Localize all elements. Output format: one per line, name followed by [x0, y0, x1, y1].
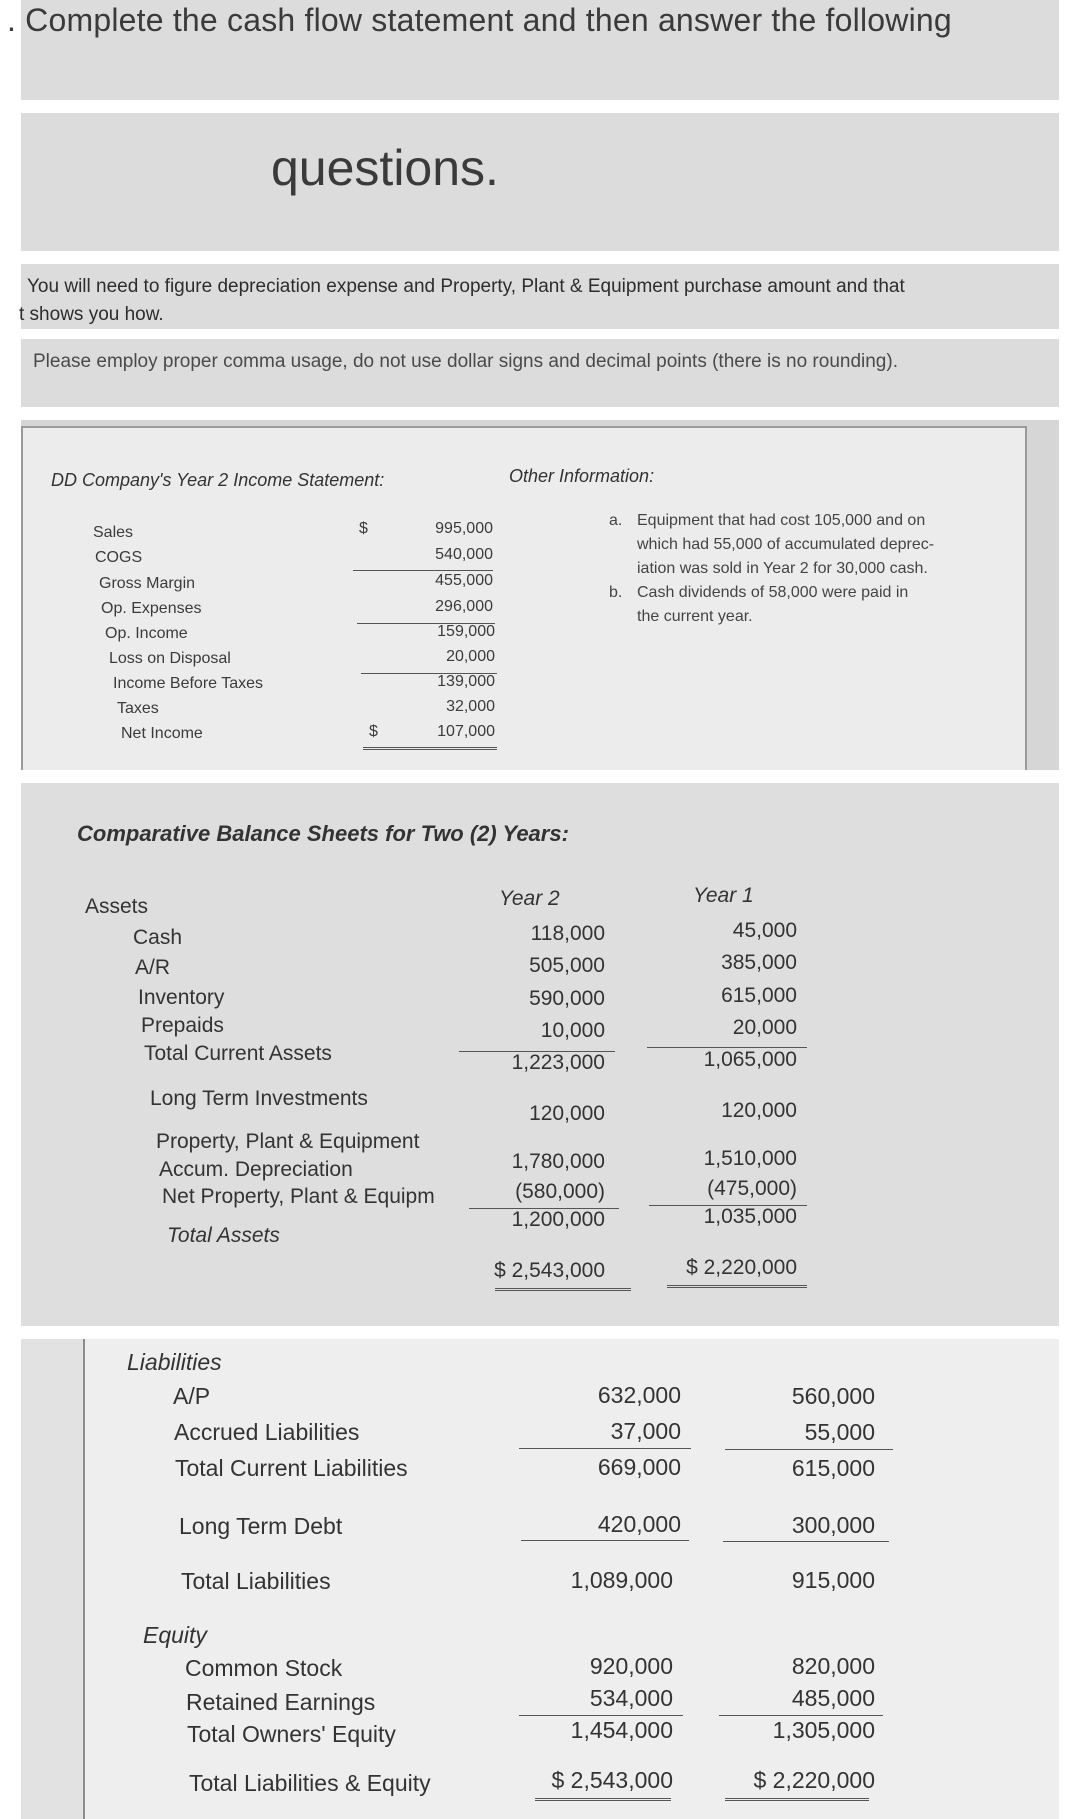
balance-sheet-liabilities-panel [21, 1339, 1059, 1819]
asset-row-label: Cash [133, 926, 183, 949]
income-row-value: 107,000 [437, 723, 495, 740]
income-statement-box [21, 426, 1027, 770]
asset-year1-value: 385,000 [721, 951, 797, 974]
asset-row-label: Total Current Assets [144, 1042, 332, 1065]
income-row-label: Income Before Taxes [113, 675, 264, 692]
double-underline [725, 1798, 869, 1801]
equity-row-label: Retained Earnings [186, 1689, 376, 1715]
liability-year1-value: 915,000 [791, 1567, 875, 1593]
income-row-label: Op. Income [105, 625, 188, 642]
double-underline [495, 1288, 631, 1291]
income-row-value: 159,000 [437, 623, 495, 640]
asset-row-label: Long Term Investments [150, 1087, 368, 1110]
liability-year2-value: 669,000 [597, 1454, 681, 1480]
list-marker: b. [609, 584, 623, 601]
list-item-line: the current year. [637, 608, 753, 625]
liability-row-label: A/P [173, 1383, 211, 1409]
assets-header: Assets [85, 895, 149, 918]
underline [521, 1540, 689, 1541]
currency-symbol: $ [369, 723, 378, 740]
equity-year1-value: 485,000 [791, 1685, 875, 1711]
asset-year2-value: 1,780,000 [511, 1150, 605, 1173]
note-line1: You will need to figure depreciation expense and Property, Plant & Equipment purchase amount and that [27, 276, 905, 297]
underline [353, 570, 493, 571]
asset-year2-value: 118,000 [530, 922, 605, 945]
income-row-value: 995,000 [435, 520, 493, 537]
asset-year2-value: 1,200,000 [511, 1208, 605, 1231]
income-row-label: Loss on Disposal [109, 650, 231, 667]
income-row-label: Gross Margin [99, 575, 196, 592]
equity-row-label: Common Stock [185, 1655, 343, 1681]
liability-year1-value: 615,000 [791, 1455, 875, 1481]
double-underline [363, 747, 497, 750]
asset-row-label: Prepaids [141, 1014, 224, 1037]
income-row-label: Net Income [121, 725, 203, 742]
liability-year2-value: 1,089,000 [570, 1567, 673, 1593]
asset-year1-value: $ 2,220,000 [686, 1256, 797, 1279]
liability-year1-value: 55,000 [804, 1419, 875, 1445]
liability-year2-value: 632,000 [597, 1382, 681, 1408]
income-row-value: 455,000 [435, 572, 493, 589]
underline [519, 1715, 683, 1716]
other-information-title: Other Information: [509, 466, 655, 486]
income-row-value: 139,000 [437, 673, 495, 690]
income-row-label: Sales [93, 524, 134, 541]
asset-row-label: Total Assets [167, 1224, 280, 1247]
balance-sheet-title: Comparative Balance Sheets for Two (2) Years: [77, 821, 569, 846]
equity-year1-value: 820,000 [791, 1653, 875, 1679]
title-band-2 [21, 113, 1059, 251]
income-row-value: 296,000 [435, 598, 493, 615]
liability-row-label: Total Liabilities [181, 1568, 331, 1594]
asset-year2-value: 590,000 [529, 987, 605, 1010]
income-row-value: 32,000 [446, 698, 495, 715]
income-row-label: COGS [95, 549, 143, 566]
income-statement-panel [21, 420, 1059, 770]
equity-year2-value: 534,000 [589, 1685, 673, 1711]
liability-row-label: Total Current Liabilities [175, 1455, 408, 1481]
instruction-band [21, 339, 1059, 407]
asset-row-label: Net Property, Plant & Equipm [162, 1185, 435, 1208]
equity-header: Equity [143, 1622, 207, 1648]
note-band [21, 264, 1059, 329]
underline [519, 1448, 691, 1449]
list-item-line: Cash dividends of 58,000 were paid in [637, 584, 909, 601]
asset-row-label: Property, Plant & Equipment [156, 1130, 420, 1153]
list-item-line: which had 55,000 of accumulated deprec- [637, 536, 935, 553]
equity-year2-value: 920,000 [589, 1653, 673, 1679]
list-item-line: Equipment that had cost 105,000 and on [637, 512, 926, 529]
liability-year1-value: 560,000 [791, 1383, 875, 1409]
equity-row-label: Total Owners' Equity [187, 1721, 396, 1747]
double-underline [535, 1798, 671, 1801]
double-underline [667, 1285, 807, 1288]
asset-year2-value: 120,000 [529, 1102, 605, 1125]
year2-header: Year 2 [499, 887, 560, 910]
liability-year2-value: 37,000 [610, 1418, 681, 1444]
question-title-line1: . Complete the cash flow statement and then answer the following [7, 2, 952, 38]
underline [469, 1208, 619, 1209]
income-row-value: 20,000 [446, 648, 495, 665]
underline [647, 1047, 807, 1048]
asset-year1-value: 120,000 [721, 1099, 797, 1122]
asset-year1-value: 1,065,000 [703, 1048, 797, 1071]
underline [649, 1205, 807, 1206]
title-band [7, 0, 1059, 100]
underline [459, 1051, 615, 1052]
underline [723, 1541, 889, 1542]
asset-year2-value: 505,000 [529, 954, 605, 977]
liabilities-equity-box [83, 1339, 1059, 1819]
year1-header: Year 1 [693, 884, 754, 907]
asset-row-label: Inventory [138, 986, 225, 1009]
asset-year1-value: 20,000 [732, 1016, 797, 1039]
asset-row-label: A/R [135, 956, 171, 979]
balance-sheet-assets-panel [21, 783, 1059, 1326]
question-title-line2: questions. [271, 140, 499, 196]
underline [361, 673, 497, 674]
asset-year2-value: $ 2,543,000 [494, 1259, 605, 1282]
asset-year2-value: 1,223,000 [511, 1051, 605, 1074]
asset-year2-value: (580,000) [515, 1180, 605, 1203]
income-row-value: 540,000 [435, 546, 493, 563]
income-statement-title: DD Company's Year 2 Income Statement: [51, 470, 385, 490]
liabilities-header: Liabilities [127, 1349, 222, 1375]
underline [725, 1449, 893, 1450]
list-item-line: iation was sold in Year 2 for 30,000 cash. [637, 560, 928, 577]
asset-year1-value: 1,035,000 [703, 1205, 797, 1228]
equity-year2-value: 1,454,000 [570, 1717, 673, 1743]
asset-year2-value: 10,000 [540, 1019, 605, 1042]
equity-year2-value: $ 2,543,000 [551, 1767, 673, 1793]
liability-year1-value: 300,000 [791, 1512, 875, 1538]
underline [719, 1715, 883, 1716]
asset-year1-value: 615,000 [721, 984, 797, 1007]
note-line2: t shows you how. [19, 304, 164, 325]
liability-row-label: Long Term Debt [179, 1513, 343, 1539]
equity-row-label: Total Liabilities & Equity [189, 1770, 431, 1796]
equity-year1-value: $ 2,220,000 [753, 1767, 875, 1793]
currency-symbol: $ [359, 520, 368, 537]
income-row-label: Taxes [117, 700, 159, 717]
income-row-label: Op. Expenses [101, 600, 202, 617]
underline [357, 623, 495, 624]
asset-year1-value: 45,000 [732, 919, 797, 942]
asset-row-label: Accum. Depreciation [159, 1158, 353, 1181]
liability-year2-value: 420,000 [597, 1511, 681, 1537]
asset-year1-value: (475,000) [707, 1177, 797, 1200]
asset-year1-value: 1,510,000 [703, 1147, 797, 1170]
list-marker: a. [609, 512, 623, 529]
instruction-text: Please employ proper comma usage, do not use dollar signs and decimal points (there is no rounding). [33, 351, 898, 372]
liability-row-label: Accrued Liabilities [174, 1419, 360, 1445]
equity-year1-value: 1,305,000 [772, 1717, 875, 1743]
